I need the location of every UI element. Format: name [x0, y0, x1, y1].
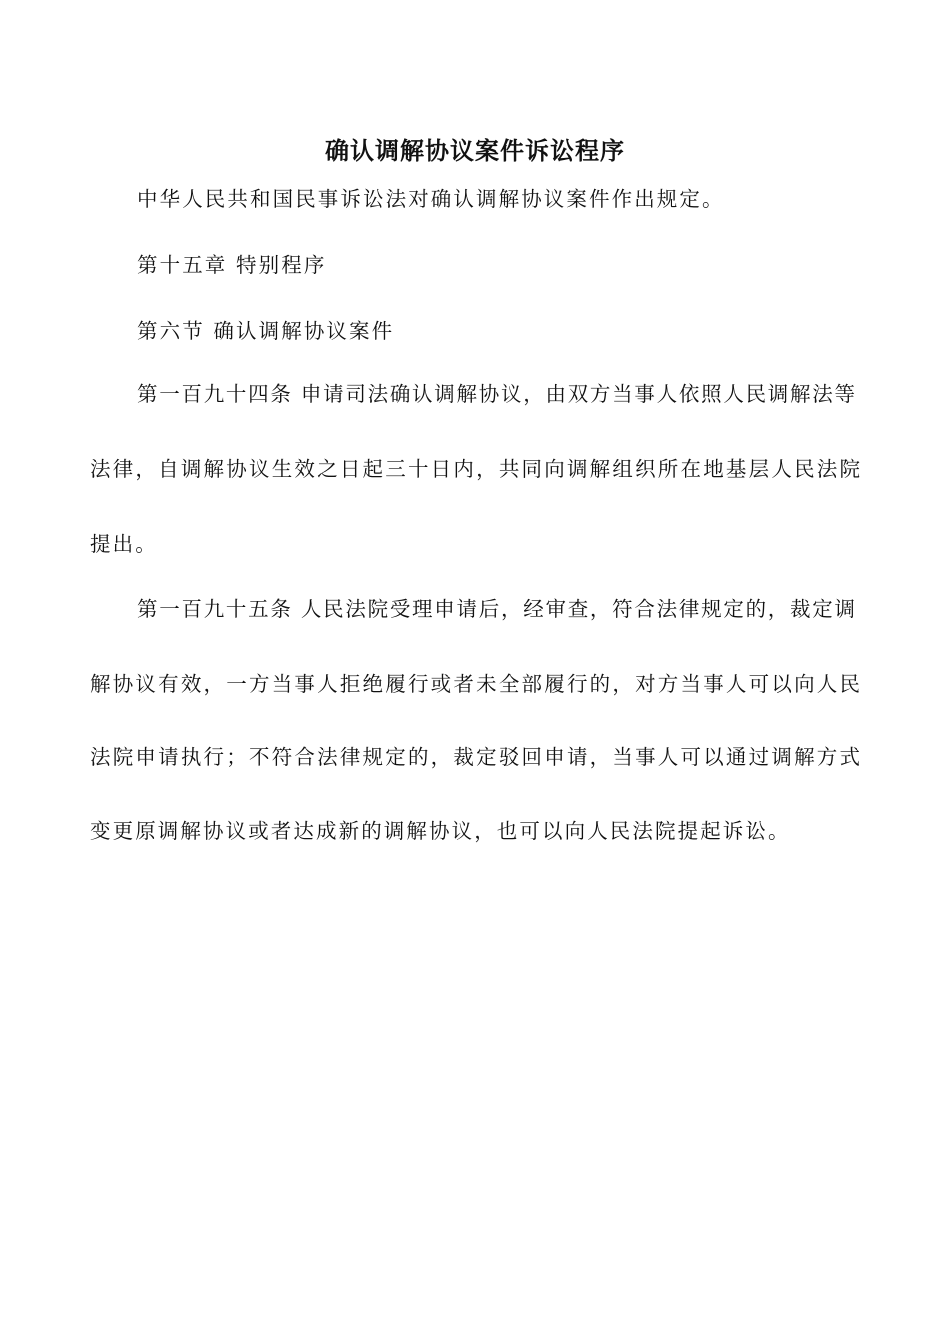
article-195-line-3: 法院申请执行；不符合法律规定的，裁定驳回申请，当事人可以通过调解方式 [90, 745, 860, 769]
article-194-line-2: 法律，自调解协议生效之日起三十日内，共同向调解组织所在地基层人民法院 [90, 457, 860, 481]
chapter-heading: 第十五章 特别程序 [137, 253, 327, 277]
article-194-line-1: 第一百九十四条 申请司法确认调解协议，由双方当事人依照人民调解法等 [137, 382, 855, 406]
article-195-line-4: 变更原调解协议或者达成新的调解协议，也可以向人民法院提起诉讼。 [90, 819, 791, 843]
article-194-line-3: 提出。 [90, 532, 158, 556]
document-title: 确认调解协议案件诉讼程序 [325, 136, 625, 165]
article-195-line-1: 第一百九十五条 人民法院受理申请后，经审查，符合法律规定的，裁定调 [137, 597, 855, 621]
article-195-line-2: 解协议有效，一方当事人拒绝履行或者未全部履行的，对方当事人可以向人民 [90, 672, 860, 696]
intro-paragraph: 中华人民共和国民事诉讼法对确认调解协议案件作出规定。 [137, 187, 725, 211]
section-heading: 第六节 确认调解协议案件 [137, 319, 395, 343]
